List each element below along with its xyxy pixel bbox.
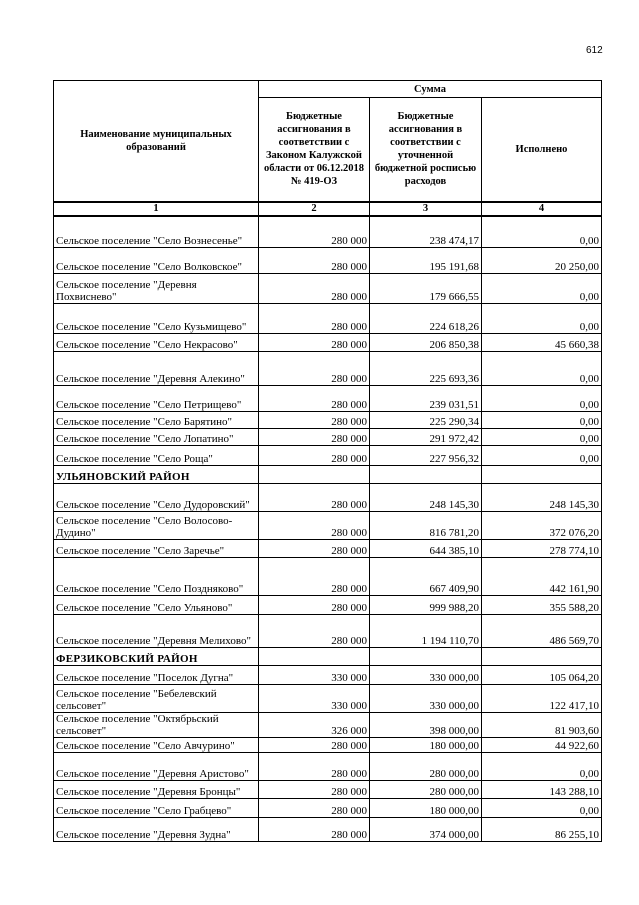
settlement-name: Сельское поселение "Октябрьский сельсовет"	[54, 713, 259, 738]
executed-value: 105 064,20	[482, 666, 602, 685]
settlement-name: Сельское поселение "Село Заречье"	[54, 540, 259, 558]
column-number-4: 4	[482, 202, 602, 216]
column-number-3: 3	[370, 202, 482, 216]
executed-value: 0,00	[482, 429, 602, 446]
revised-allocation-value: 195 191,68	[370, 248, 482, 274]
law-allocation-value: 280 000	[259, 540, 370, 558]
executed-value: 486 569,70	[482, 615, 602, 648]
executed-value: 0,00	[482, 412, 602, 429]
executed-value: 20 250,00	[482, 248, 602, 274]
table-row	[54, 274, 602, 304]
settlement-name: Сельское поселение "Село Некрасово"	[54, 334, 259, 352]
section-title: УЛЬЯНОВСКИЙ РАЙОН	[54, 466, 259, 484]
law-allocation-value: 280 000	[259, 446, 370, 466]
executed-value: 143 288,10	[482, 781, 602, 799]
revised-allocation-value: 225 693,36	[370, 352, 482, 386]
law-allocation-value: 280 000	[259, 248, 370, 274]
executed-value: 0,00	[482, 274, 602, 304]
column-number-1: 1	[54, 202, 259, 216]
executed-value: 355 588,20	[482, 596, 602, 615]
settlement-name: Сельское поселение "Деревня Похвиснево"	[54, 274, 259, 304]
revised-allocation-value: 644 385,10	[370, 540, 482, 558]
empty-cell	[370, 648, 482, 666]
settlement-name: Сельское поселение "Село Барятино"	[54, 412, 259, 429]
table-row	[54, 512, 602, 540]
settlement-name: Сельское поселение "Деревня Бронцы"	[54, 781, 259, 799]
column-number-2: 2	[259, 202, 370, 216]
table-row	[54, 386, 602, 412]
settlement-name: Сельское поселение "Бебелевский сельсовет"	[54, 685, 259, 713]
law-allocation-value: 280 000	[259, 596, 370, 615]
table-row	[54, 216, 602, 248]
revised-allocation-value: 330 000,00	[370, 666, 482, 685]
settlement-name: Сельское поселение "Село Петрищево"	[54, 386, 259, 412]
empty-cell	[482, 466, 602, 484]
empty-cell	[482, 648, 602, 666]
table-row	[54, 248, 602, 274]
table-row	[54, 666, 602, 685]
law-allocation-value: 280 000	[259, 352, 370, 386]
column-header-law-allocations: Бюджетные ассигнования в соответствии с Законом Калужской области от 06.12.2018 № 419-ОЗ	[259, 98, 370, 202]
law-allocation-value: 280 000	[259, 216, 370, 248]
executed-value: 81 903,60	[482, 713, 602, 738]
law-allocation-value: 280 000	[259, 512, 370, 540]
table-row	[54, 429, 602, 446]
table-row	[54, 685, 602, 713]
settlement-name: Сельское поселение "Деревня Мелихово"	[54, 615, 259, 648]
executed-value: 0,00	[482, 216, 602, 248]
revised-allocation-value: 227 956,32	[370, 446, 482, 466]
settlement-name: Сельское поселение "Село Авчурино"	[54, 738, 259, 753]
law-allocation-value: 326 000	[259, 713, 370, 738]
column-header-summa: Сумма	[259, 81, 602, 98]
table-body	[54, 216, 602, 842]
executed-value: 0,00	[482, 352, 602, 386]
law-allocation-value: 330 000	[259, 666, 370, 685]
settlement-name: Сельское поселение "Село Волосово-Дудино"	[54, 512, 259, 540]
table-row	[54, 334, 602, 352]
table-row	[54, 558, 602, 596]
revised-allocation-value: 999 988,20	[370, 596, 482, 615]
table-row	[54, 352, 602, 386]
table-row	[54, 304, 602, 334]
executed-value: 0,00	[482, 304, 602, 334]
revised-allocation-value: 330 000,00	[370, 685, 482, 713]
revised-allocation-value: 179 666,55	[370, 274, 482, 304]
law-allocation-value: 280 000	[259, 429, 370, 446]
executed-value: 278 774,10	[482, 540, 602, 558]
revised-allocation-value: 206 850,38	[370, 334, 482, 352]
law-allocation-value: 280 000	[259, 484, 370, 512]
table-row	[54, 412, 602, 429]
table-row	[54, 540, 602, 558]
table-row	[54, 713, 602, 738]
executed-value: 0,00	[482, 446, 602, 466]
revised-allocation-value: 239 031,51	[370, 386, 482, 412]
revised-allocation-value: 225 290,34	[370, 412, 482, 429]
revised-allocation-value: 667 409,90	[370, 558, 482, 596]
settlement-name: Сельское поселение "Поселок Дугна"	[54, 666, 259, 685]
revised-allocation-value: 248 145,30	[370, 484, 482, 512]
executed-value: 44 922,60	[482, 738, 602, 753]
revised-allocation-value: 816 781,20	[370, 512, 482, 540]
law-allocation-value: 280 000	[259, 781, 370, 799]
table-row	[54, 446, 602, 466]
empty-cell	[259, 648, 370, 666]
revised-allocation-value: 1 194 110,70	[370, 615, 482, 648]
settlement-name: Сельское поселение "Село Дудоровский"	[54, 484, 259, 512]
page-number: 612	[586, 45, 603, 56]
law-allocation-value: 280 000	[259, 304, 370, 334]
law-allocation-value: 280 000	[259, 412, 370, 429]
table-row	[54, 753, 602, 781]
revised-allocation-value: 374 000,00	[370, 818, 482, 842]
law-allocation-value: 280 000	[259, 615, 370, 648]
section-row	[54, 466, 602, 484]
law-allocation-value: 280 000	[259, 753, 370, 781]
executed-value: 0,00	[482, 753, 602, 781]
executed-value: 45 660,38	[482, 334, 602, 352]
empty-cell	[259, 466, 370, 484]
law-allocation-value: 280 000	[259, 274, 370, 304]
revised-allocation-value: 180 000,00	[370, 738, 482, 753]
settlement-name: Сельское поселение "Деревня Зудна"	[54, 818, 259, 842]
law-allocation-value: 280 000	[259, 818, 370, 842]
column-header-revised-allocations: Бюджетные ассигнования в соответствии с уточненной бюджетной росписью расходов	[370, 98, 482, 202]
settlement-name: Сельское поселение "Село Лопатино"	[54, 429, 259, 446]
table-row	[54, 484, 602, 512]
budget-table	[53, 80, 602, 842]
law-allocation-value: 280 000	[259, 799, 370, 818]
settlement-name: Сельское поселение "Село Вознесенье"	[54, 216, 259, 248]
law-allocation-value: 280 000	[259, 558, 370, 596]
law-allocation-value: 280 000	[259, 386, 370, 412]
column-header-name: Наименование муниципальных образований	[54, 81, 259, 202]
executed-value: 0,00	[482, 386, 602, 412]
settlement-name: Сельское поселение "Село Ульяново"	[54, 596, 259, 615]
revised-allocation-value: 238 474,17	[370, 216, 482, 248]
table-row	[54, 818, 602, 842]
settlement-name: Сельское поселение "Село Поздняково"	[54, 558, 259, 596]
executed-value: 122 417,10	[482, 685, 602, 713]
table-row	[54, 799, 602, 818]
revised-allocation-value: 180 000,00	[370, 799, 482, 818]
law-allocation-value: 330 000	[259, 685, 370, 713]
empty-cell	[370, 466, 482, 484]
executed-value: 442 161,90	[482, 558, 602, 596]
settlement-name: Сельское поселение "Село Волковское"	[54, 248, 259, 274]
executed-value: 0,00	[482, 799, 602, 818]
executed-value: 86 255,10	[482, 818, 602, 842]
law-allocation-value: 280 000	[259, 738, 370, 753]
settlement-name: Сельское поселение "Деревня Аристово"	[54, 753, 259, 781]
revised-allocation-value: 280 000,00	[370, 781, 482, 799]
revised-allocation-value: 280 000,00	[370, 753, 482, 781]
revised-allocation-value: 291 972,42	[370, 429, 482, 446]
column-header-executed: Исполнено	[482, 98, 602, 202]
settlement-name: Сельское поселение "Село Роща"	[54, 446, 259, 466]
section-title: ФЕРЗИКОВСКИЙ РАЙОН	[54, 648, 259, 666]
settlement-name: Сельское поселение "Деревня Алекино"	[54, 352, 259, 386]
executed-value: 372 076,20	[482, 512, 602, 540]
table-row	[54, 781, 602, 799]
settlement-name: Сельское поселение "Село Грабцево"	[54, 799, 259, 818]
revised-allocation-value: 224 618,26	[370, 304, 482, 334]
table-row	[54, 738, 602, 753]
revised-allocation-value: 398 000,00	[370, 713, 482, 738]
table-row	[54, 615, 602, 648]
settlement-name: Сельское поселение "Село Кузьмищево"	[54, 304, 259, 334]
law-allocation-value: 280 000	[259, 334, 370, 352]
executed-value: 248 145,30	[482, 484, 602, 512]
table-row	[54, 596, 602, 615]
section-row	[54, 648, 602, 666]
